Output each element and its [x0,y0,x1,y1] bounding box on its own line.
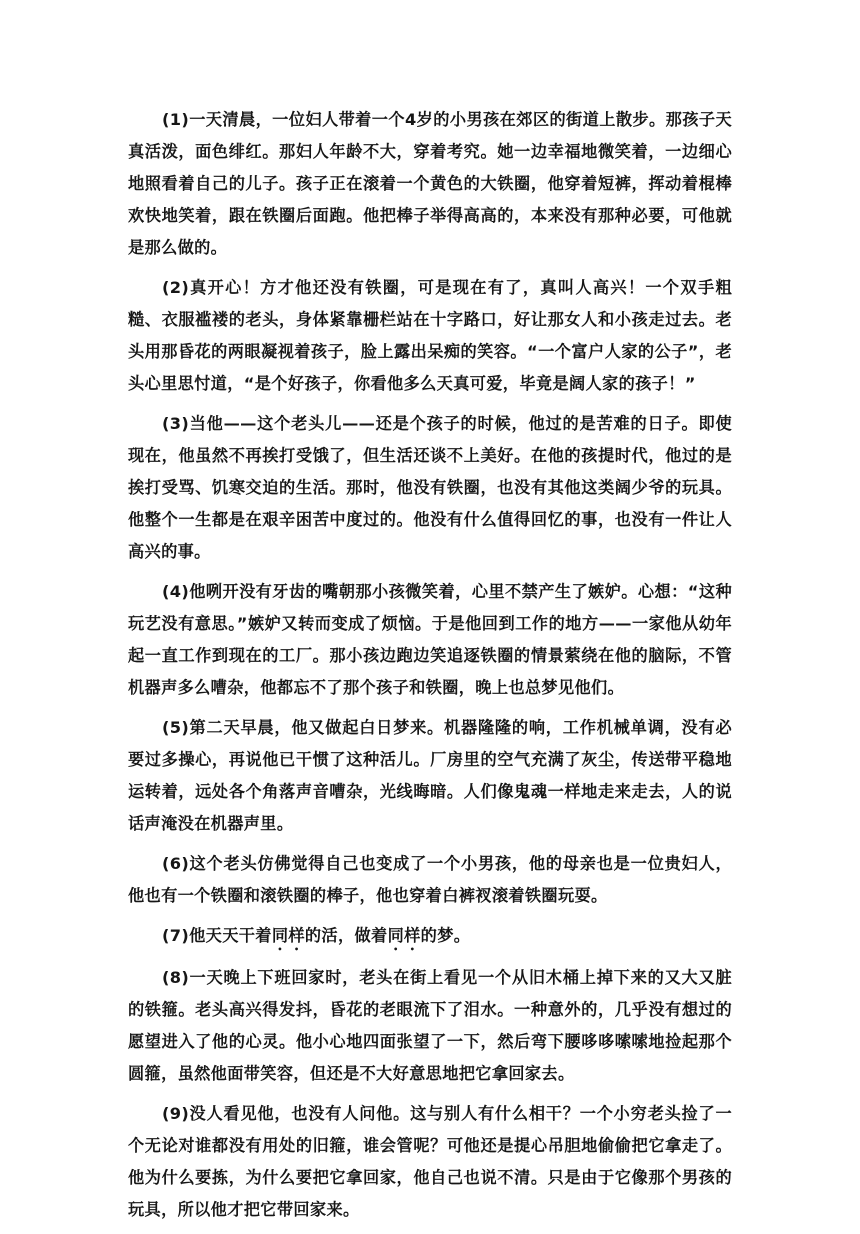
paragraph-number: (9) [162,1104,190,1123]
document-page [128,104,732,1234]
paragraph-number: (3) [162,414,190,433]
paragraph-4 [128,576,732,704]
paragraph-5 [128,712,732,840]
paragraph-text-pre: 他天天干着 [189,926,272,945]
paragraph-text: 他咧开没有牙齿的嘴朝那小孩微笑着，心里不禁产生了嫉妒。心想：“这种玩艺没有意思。”嫉妒又转而变成了烦恼。于是他回到工作的地方——一家他从幼年起一直工作到现在的工厂。那小孩边跑边笑追逐铁圈的情景萦绕在他的脑际，不管机器声多么嘈杂，他都忘不了那个孩子和铁圈，晚上也总梦见他们。 [128,582,732,697]
paragraph-text-post: 的梦。 [420,926,471,945]
paragraph-number: (2) [162,278,190,297]
paragraph-text: 第二天早晨，他又做起白日梦来。机器隆隆的响，工作机械单调，没有必要过多操心，再说他已干惯了这种活儿。厂房里的空气充满了灰尘，传送带平稳地运转着，远处各个角落声音嘈杂，光线晦暗。人们像鬼魂一样地走来走去，人的说话声淹没在机器声里。 [128,718,732,833]
paragraph-9 [128,1098,732,1226]
paragraph-number: (5) [162,718,190,737]
emphasis-dotted-word: 同样 [271,926,305,945]
paragraph-text: 当他——这个老头儿——还是个孩子的时候，他过的是苦难的日子。即使现在，他虽然不再挨打受饿了，但生活还谈不上美好。在他的孩提时代，他过的是挨打受骂、饥寒交迫的生活。那时，他没有铁圈，也没有其他这类阔少爷的玩具。他整个一生都是在艰辛困苦中度过的。他没有什么值得回忆的事，也没有一件让人高兴的事。 [128,414,732,561]
paragraph-number: (1) [162,110,190,129]
paragraph-3 [128,408,732,568]
paragraph-number: (8) [162,968,190,987]
paragraph-text-mid: 的活，做着 [304,926,388,945]
paragraph-number: (4) [162,582,190,601]
paragraph-6 [128,848,732,912]
paragraph-text: 真开心！方才他还没有铁圈，可是现在有了，真叫人高兴！一个双手粗糙、衣服褴褛的老头，身体紧靠栅栏站在十字路口，好让那女人和小孩走过去。老头用那昏花的两眼凝视着孩子，脸上露出呆痴的笑容。“一个富户人家的公子”，老头心里思忖道，“是个好孩子，你看他多么天真可爱，毕竟是阔人家的孩子！” [128,278,732,393]
paragraph-number: (7) [162,926,190,945]
paragraph-1 [128,104,732,264]
paragraph-8 [128,962,732,1090]
paragraph-text: 一天晚上下班回家时，老头在街上看见一个从旧木桶上掉下来的又大又脏的铁箍。老头高兴得发抖，昏花的老眼流下了泪水。一种意外的，几乎没有想过的愿望进入了他的心灵。他小心地四面张望了一下，然后弯下腰哆哆嗦嗦地捡起那个圆箍，虽然他面带笑容，但还是不大好意思地把它拿回家去。 [128,968,732,1083]
emphasis-dotted-word: 同样 [387,926,421,945]
paragraph-2 [128,272,732,400]
paragraph-text: 一天清晨，一位妇人带着一个4岁的小男孩在郊区的街道上散步。那孩子天真活泼，面色绯红。那妇人年龄不大，穿着考究。她一边幸福地微笑着，一边细心地照看着自己的儿子。孩子正在滚着一个黄色的大铁圈，他穿着短裤，挥动着棍棒欢快地笑着，跟在铁圈后面跑。他把棒子举得高高的，本来没有那种必要，可他就是那么做的。 [128,110,732,257]
paragraph-text: 这个老头仿佛觉得自己也变成了一个小男孩，他的母亲也是一位贵妇人，他也有一个铁圈和滚铁圈的棒子，他也穿着白裤衩滚着铁圈玩耍。 [128,854,732,905]
paragraph-text: 没人看见他，也没有人问他。这与别人有什么相干？一个小穷老头捡了一个无论对谁都没有用处的旧箍，谁会管呢？可他还是提心吊胆地偷偷把它拿走了。他为什么要拣，为什么要把它拿回家，他自己也说不清。只是由于它像那个男孩的玩具，所以他才把它带回家来。 [128,1104,732,1219]
paragraph-number: (6) [162,854,190,873]
paragraph-7 [128,920,732,954]
